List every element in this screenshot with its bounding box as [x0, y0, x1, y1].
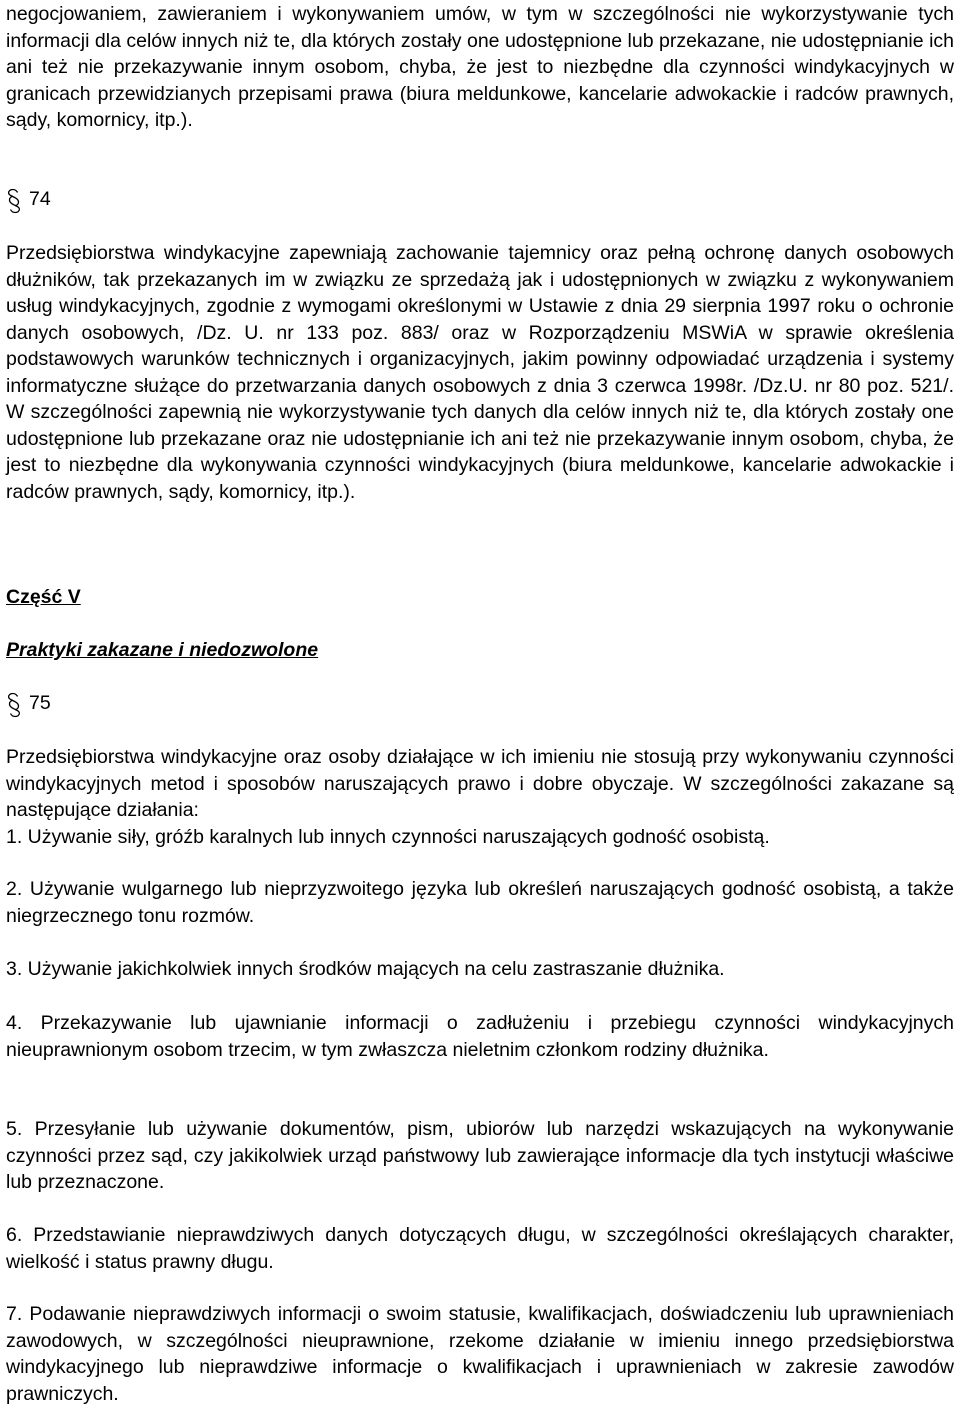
section-sign-icon [6, 188, 26, 214]
list-item-block [6, 1116, 954, 1196]
section-75-heading [6, 690, 954, 717]
section-74-heading [6, 186, 954, 213]
section-74-number: 74 [29, 188, 51, 210]
list-item: 2. Używanie wulgarnego lub nieprzyzwoitego języka lub określeń naruszających godność osobistą, a także niegrzecznego tonu rozmów. [6, 878, 954, 927]
list-item: 6. Przedstawianie nieprawdziwych danych dotyczących długu, w szczególności określających charakter, wielkość i status prawny długu. [6, 1224, 954, 1273]
list-item-block [6, 1222, 954, 1275]
part-title [6, 584, 81, 611]
list-item: 1. Używanie siły, gróźb karalnych lub innych czynności naruszających godność osobistą. [6, 825, 770, 848]
list-item-block [6, 876, 954, 929]
intro-paragraph: negocjowaniem, zawieraniem i wykonywaniem umów, w tym w szczególności nie wykorzystywanie tych informacji dla celów innych niż te, dla których zostały one udostępnione lub przekazane, nie udostępnianie ich ani też nie przekazywanie innym osobom, chyba, że jest to niezbędne dla czynności windykacyjnych w granicach przewidzianych przepisami prawa (biura meldunkowe, kancelarie adwokackie i radców prawnych, sądy, komornicy, itp.). [6, 3, 954, 131]
list-item: 5. Przesyłanie lub używanie dokumentów, pism, ubiorów lub narzędzi wskazujących na wykonywanie czynności przez sąd, czy jakikolwiek urząd państwowy lub zawierające informacje dla tych instytucji właściwe lub przeznaczone. [6, 1118, 954, 1193]
part-subtitle: Praktyki zakazane i niedozwolone [6, 639, 319, 661]
section-75-intro: Przedsiębiorstwa windykacyjne oraz osoby działające w ich imieniu nie stosują przy wykonywaniu czynności windykacyjnych metod i sposobów naruszających prawo i dobre obyczaje. W szczególności zakazane są następujące działania: [6, 746, 954, 821]
list-item-block [6, 1301, 954, 1407]
section-75-intro-block [6, 744, 954, 850]
list-item-block [6, 1010, 954, 1063]
list-item-block [6, 956, 954, 983]
section-74-body [6, 240, 954, 505]
list-item: 7. Podawanie nieprawdziwych informacji o swoim statusie, kwalifikacjach, doświadczeniu lub uprawnieniach zawodowych, w szczególności nieuprawnione, rzekome działanie w imieniu innego przedsiębiorstwa windykacyjnego lub nieprawdziwe informacje o kwalifikacjach i uprawnieniach w zakresie zawodów prawniczych. [6, 1303, 954, 1405]
section-sign-icon [6, 692, 26, 718]
intro-paragraph-block [6, 1, 954, 134]
list-item: 3. Używanie jakichkolwiek innych środków mających na celu zastraszanie dłużnika. [6, 958, 725, 980]
section-75-number: 75 [29, 692, 51, 714]
part-title-text: Część V [6, 586, 81, 608]
list-item: 4. Przekazywanie lub ujawnianie informacji o zadłużeniu i przebiegu czynności windykacyjnych nieuprawnionym osobom trzecim, w tym zwłaszcza nieletnim członkom rodziny dłużnika. [6, 1012, 954, 1061]
section-74-paragraph: Przedsiębiorstwa windykacyjne zapewniają zachowanie tajemnicy oraz pełną ochronę danych osobowych dłużników, tak przekazanych im w związku ze sprzedażą jak i udostępnionych w związku z wykonywaniem usług windykacyjnych, zgodnie z wymogami określonymi w Ustawie z dnia 29 sierpnia 1997 roku o ochronie danych osobowych, /Dz. U. nr 133 poz. 883/ oraz w Rozporządzeniu MSWiA w sprawie określenia podstawowych warunków technicznych i organizacyjnych, jakim powinny odpowiadać urządzenia i systemy informatyczne służące do przetwarzania danych osobowych z dnia 3 czerwca 1998r. /Dz.U. nr 80 poz. 521/. W szczególności zapewnią nie wykorzystywanie tych danych dla celów innych niż te, dla których zostały one udostępnione lub przekazane oraz nie udostępnianie ich ani też nie przekazywanie innym osobom, chyba, że jest to niezbędne dla wykonywania czynności windykacyjnych (biura meldunkowe, kancelarie adwokackie i radców prawnych, sądy, komornicy, itp.). [6, 242, 954, 503]
